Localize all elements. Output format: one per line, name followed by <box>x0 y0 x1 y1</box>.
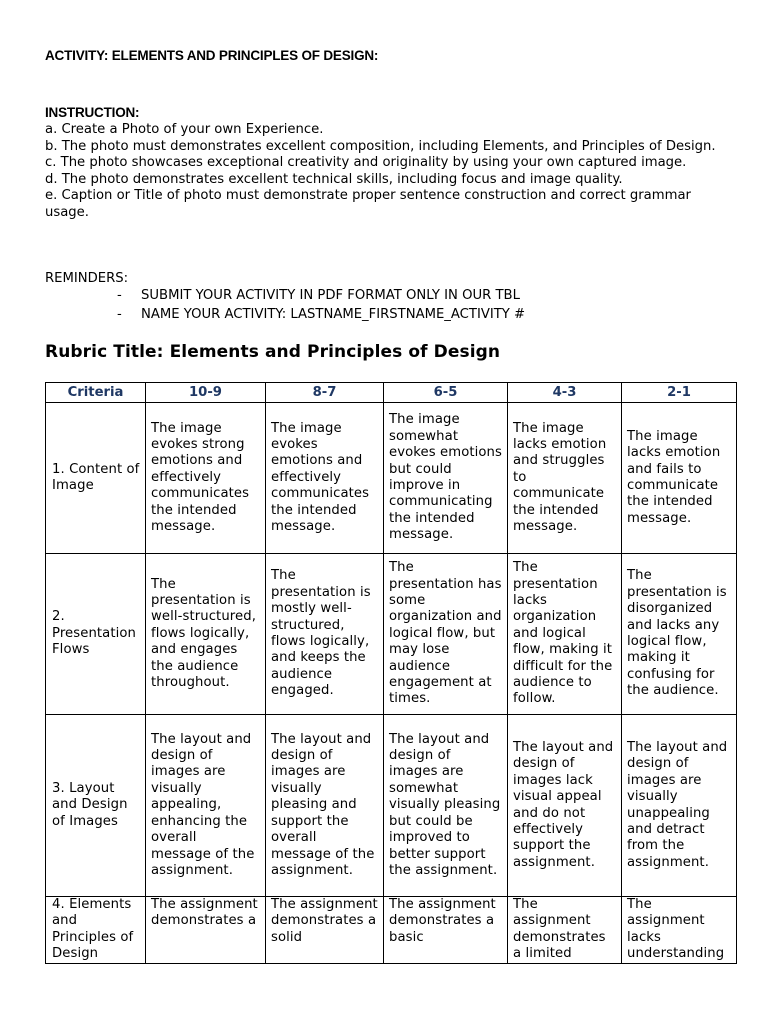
rubric-cell: The presentation lacks organization and logical flow, making it difficult for the audience to follow. <box>508 554 622 715</box>
table-header-row <box>46 383 737 403</box>
header-criteria: Criteria <box>46 383 146 403</box>
rubric-cell: The layout and design of images are visually unappealing and detract from the assignment. <box>622 715 737 897</box>
header-score: 2-1 <box>622 383 737 403</box>
reminder-item <box>117 288 520 303</box>
rubric-cell: The assignment demonstrates a solid <box>266 897 384 964</box>
table-row <box>46 897 737 964</box>
instruction-item: e. Caption or Title of photo must demonstrate proper sentence construction and correct grammar usage. <box>45 188 691 220</box>
criteria-cell: 3. Layout and Design of Images <box>46 715 146 897</box>
reminders-heading: REMINDERS: <box>45 271 129 286</box>
rubric-cell: The assignment demonstrates a basic <box>384 897 508 964</box>
rubric-cell: The layout and design of images lack visual appeal and do not effectively support the assignment. <box>508 715 622 897</box>
rubric-cell: The layout and design of images are visually pleasing and support the overall message of the assignment. <box>266 715 384 897</box>
rubric-cell: The presentation is disorganized and lacks any logical flow, making it confusing for the audience. <box>622 554 737 715</box>
rubric-cell: The image evokes strong emotions and effectively communicates the intended message. <box>146 403 266 554</box>
rubric-cell: The image evokes emotions and effectively communicates the intended message. <box>266 403 384 554</box>
rubric-cell: The image somewhat evokes emotions but could improve in communicating the intended message. <box>384 403 508 554</box>
instruction-heading: INSTRUCTION: <box>45 105 140 120</box>
list-dash: - <box>117 307 122 322</box>
instruction-item: a. Create a Photo of your own Experience. <box>45 122 324 137</box>
instruction-item: b. The photo must demonstrates excellent composition, including Elements, and Principles of Design. <box>45 138 716 154</box>
criteria-cell: 4. Elements and Principles of Design <box>46 897 146 964</box>
rubric-cell: The assignment demonstrates a <box>146 897 266 964</box>
reminder-text: NAME YOUR ACTIVITY: LASTNAME_FIRSTNAME_ACTIVITY # <box>141 307 526 322</box>
rubric-cell: The layout and design of images are somewhat visually pleasing but could be improved to better support the assignment. <box>384 715 508 897</box>
rubric-cell: The assignment lacks understanding <box>622 897 737 964</box>
activity-title: ACTIVITY: ELEMENTS AND PRINCIPLES OF DESIGN: <box>45 48 379 63</box>
rubric-cell: The image lacks emotion and fails to communicate the intended message. <box>622 403 737 554</box>
rubric-cell: The assignment demonstrates a limited <box>508 897 622 964</box>
criteria-cell: 2. Presentation Flows <box>46 554 146 715</box>
header-score: 10-9 <box>146 383 266 403</box>
rubric-title: Rubric Title: Elements and Principles of Design <box>45 342 501 362</box>
rubric-cell: The presentation is well-structured, flows logically, and engages the audience throughout. <box>146 554 266 715</box>
header-score: 4-3 <box>508 383 622 403</box>
criteria-cell: 1. Content of Image <box>46 403 146 554</box>
rubric-cell: The image lacks emotion and struggles to communicate the intended message. <box>508 403 622 554</box>
rubric-table <box>45 382 737 964</box>
rubric-cell: The layout and design of images are visually appealing, enhancing the overall message of the assignment. <box>146 715 266 897</box>
instruction-item: c. The photo showcases exceptional creativity and originality by using your own captured image. <box>45 155 687 171</box>
header-score: 8-7 <box>266 383 384 403</box>
table-row <box>46 403 737 554</box>
table-row <box>46 554 737 715</box>
list-dash: - <box>117 288 122 303</box>
instruction-item: d. The photo demonstrates excellent technical skills, including focus and image quality. <box>45 171 623 187</box>
rubric-cell: The presentation is mostly well-structured, flows logically, and keeps the audience engaged. <box>266 554 384 715</box>
header-score: 6-5 <box>384 383 508 403</box>
rubric-cell: The presentation has some organization and logical flow, but may lose audience engagement at times. <box>384 554 508 715</box>
reminder-text: SUBMIT YOUR ACTIVITY IN PDF FORMAT ONLY IN OUR TBL <box>141 288 520 303</box>
reminder-item <box>117 307 525 322</box>
table-row <box>46 715 737 897</box>
instruction-list <box>45 122 735 222</box>
